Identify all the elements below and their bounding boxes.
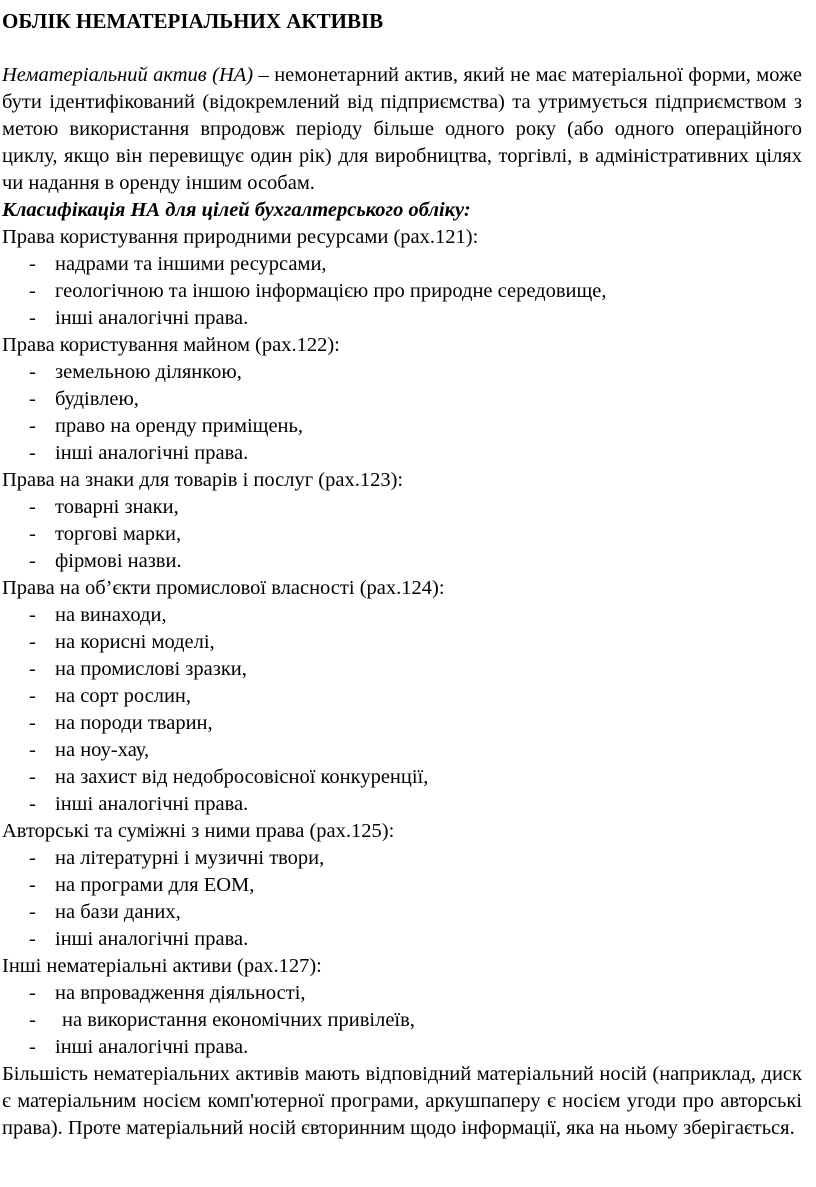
definition-paragraph (2, 62, 802, 197)
classification-heading: Класифікація НА для цілей бухгалтерського обліку: (2, 199, 471, 221)
list-item-text: на промислові зразки, (55, 658, 247, 680)
bullet-dash: - (29, 901, 36, 923)
list-item (2, 845, 802, 872)
bullet-dash: - (29, 793, 36, 815)
group-list (2, 845, 802, 953)
bullet-dash: - (29, 388, 36, 410)
list-item-text: земельною ділянкою, (55, 361, 242, 383)
bullet-dash: - (29, 307, 36, 329)
list-item-text: інші аналогічні права. (55, 442, 249, 464)
list-item-text: будівлею, (55, 388, 139, 410)
group-list (2, 359, 802, 467)
list-item-text: на ноу-хау, (55, 739, 150, 761)
list-item (2, 656, 802, 683)
list-item (2, 764, 802, 791)
group-list (2, 602, 802, 818)
closing-paragraph: Більшість нематеріальних активів мають відповідний матеріальний носій (наприклад, диск є матеріальним носієм комп'ютерної програми, аркушпаперу є носієм угоди про авторські права). Проте матеріальний носій євторинним щодо інформації, яка на ньому зберігається. (2, 1063, 802, 1139)
list-item (2, 548, 802, 575)
bullet-dash: - (29, 685, 36, 707)
group-heading: Права на знаки для товарів і послуг (рах.123): (2, 469, 404, 491)
list-item (2, 980, 802, 1007)
list-item-text: геологічною та іншою інформацією про природне середовище, (55, 280, 607, 302)
list-item-text: інші аналогічні права. (55, 793, 249, 815)
bullet-dash: - (29, 847, 36, 869)
list-item-text: на сорт рослин, (55, 685, 192, 707)
list-item-text: на використання економічних привілеїв, (62, 1009, 415, 1031)
bullet-dash: - (29, 739, 36, 761)
list-item (2, 899, 802, 926)
bullet-dash: - (29, 280, 36, 302)
list-item (2, 1007, 802, 1034)
list-item-text: право на оренду приміщень, (55, 415, 303, 437)
list-item-text: інші аналогічні права. (55, 928, 249, 950)
list-item (2, 629, 802, 656)
group-heading: Права користування природними ресурсами (рах.121): (2, 226, 479, 248)
list-item (2, 251, 802, 278)
list-item-text: фірмові назви. (55, 550, 182, 572)
list-item-text: на впровадження діяльності, (55, 982, 306, 1004)
list-item (2, 710, 802, 737)
list-item (2, 872, 802, 899)
group-heading: Права користування майном (рах.122): (2, 334, 340, 356)
bullet-dash: - (29, 496, 36, 518)
definition-text: – немонетарний актив, який не має матеріальної форми, може бути ідентифікований (відокремлений від підприємства) та утримується підприємством з метою використання впродовж періоду більше одного року (або одного операційного циклу, якщо він перевищує один рік) для виробництва, торгівлі, в адміністративних цілях чи надання в оренду іншим особам. (2, 64, 803, 194)
bullet-dash: - (29, 928, 36, 950)
list-item (2, 494, 802, 521)
bullet-dash: - (29, 766, 36, 788)
list-item (2, 359, 802, 386)
list-item-text: на породи тварин, (55, 712, 213, 734)
bullet-dash: - (29, 253, 36, 275)
list-item (2, 737, 802, 764)
list-item-text: на захист від недобросовісної конкуренції, (55, 766, 429, 788)
list-item (2, 521, 802, 548)
list-item (2, 926, 802, 953)
list-item-text: надрами та іншими ресурсами, (55, 253, 327, 275)
definition-term: Нематеріальний актив (НА) (2, 64, 254, 86)
bullet-dash: - (29, 442, 36, 464)
list-item (2, 386, 802, 413)
list-item (2, 278, 802, 305)
list-item (2, 791, 802, 818)
list-item-text: інші аналогічні права. (55, 307, 249, 329)
page-title: ОБЛІК НЕМАТЕРІАЛЬНИХ АКТИВІВ (2, 9, 384, 33)
bullet-dash: - (29, 361, 36, 383)
list-item (2, 440, 802, 467)
classification-groups (2, 224, 802, 1061)
bullet-dash: - (29, 550, 36, 572)
bullet-dash: - (29, 1009, 36, 1031)
list-item-text: на літературні і музичні твори, (55, 847, 325, 869)
bullet-dash: - (29, 631, 36, 653)
group-list (2, 251, 802, 332)
list-item-text: інші аналогічні права. (55, 1036, 249, 1058)
bullet-dash: - (29, 523, 36, 545)
list-item (2, 683, 802, 710)
bullet-dash: - (29, 712, 36, 734)
list-item-text: товарні знаки, (55, 496, 179, 518)
group-heading: Інші нематеріальні активи (рах.127): (2, 955, 322, 977)
group-list (2, 980, 802, 1061)
bullet-dash: - (29, 415, 36, 437)
list-item-text: на програми для ЕОМ, (55, 874, 255, 896)
group-heading: Права на об’єкти промислової власності (рах.124): (2, 577, 445, 599)
list-item (2, 1034, 802, 1061)
bullet-dash: - (29, 874, 36, 896)
list-item (2, 413, 802, 440)
bullet-dash: - (29, 604, 36, 626)
group-heading: Авторські та суміжні з ними права (рах.125): (2, 820, 395, 842)
list-item (2, 305, 802, 332)
bullet-dash: - (29, 982, 36, 1004)
list-item-text: на бази даних, (55, 901, 181, 923)
bullet-dash: - (29, 1036, 36, 1058)
list-item (2, 602, 802, 629)
list-item-text: на корисні моделі, (55, 631, 215, 653)
group-list (2, 494, 802, 575)
list-item-text: торгові марки, (55, 523, 182, 545)
list-item-text: на винаходи, (55, 604, 167, 626)
bullet-dash: - (29, 658, 36, 680)
